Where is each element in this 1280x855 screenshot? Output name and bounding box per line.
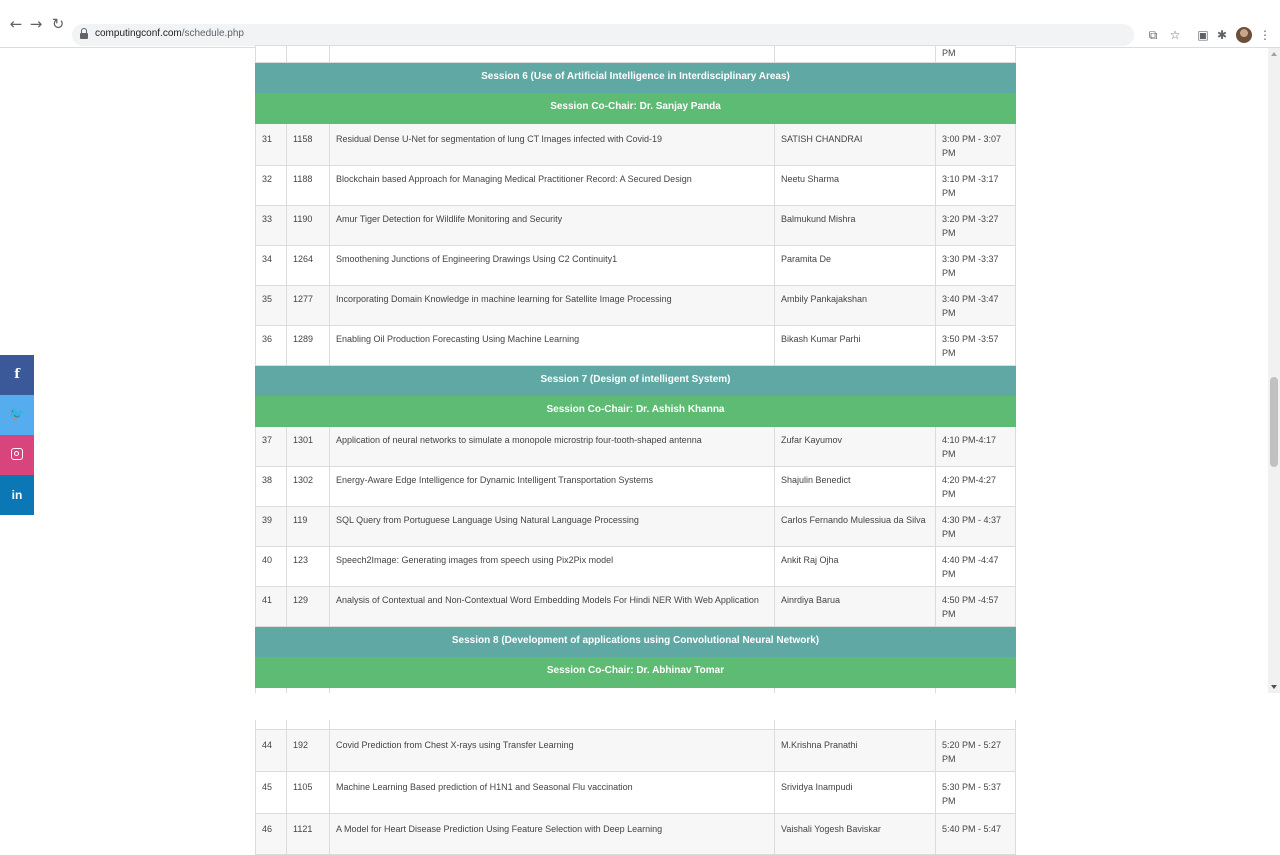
- extension-icon[interactable]: ▣: [1197, 28, 1209, 42]
- session-header: [256, 627, 1016, 657]
- scroll-up-arrow-icon[interactable]: [1271, 52, 1277, 56]
- facebook-share-button[interactable]: [0, 355, 34, 395]
- cell-author: Carlos Fernando Mulessiua da Silva: [775, 507, 936, 547]
- puzzle-icon[interactable]: ✱: [1216, 28, 1228, 42]
- session-header: [256, 63, 1016, 93]
- cell-time: PM: [936, 46, 1016, 63]
- page-scrollbar[interactable]: [1268, 48, 1280, 693]
- cell-time: 4:40 PM -4:47 PM: [936, 547, 1016, 587]
- cell-pid: 1121: [287, 814, 330, 855]
- cell-sno: 35: [256, 286, 287, 326]
- cochair-title: Session Co-Chair: Dr. Ashish Khanna: [256, 396, 1016, 427]
- cell-pid: 1190: [287, 206, 330, 246]
- cell-sno: 32: [256, 166, 287, 206]
- table-row: [256, 814, 1016, 855]
- schedule-table: [255, 45, 1016, 855]
- kebab-menu-icon[interactable]: ⋮: [1259, 28, 1271, 42]
- cochair-header: [256, 93, 1016, 124]
- cell-title: Application of neural networks to simulate a monopole microstrip four-tooth-shaped antenna: [330, 427, 775, 467]
- cochair-title: Session Co-Chair: Dr. Sanjay Panda: [256, 93, 1016, 124]
- cell-title: Enabling Oil Production Forecasting Using Machine Learning: [330, 326, 775, 366]
- cell-pid: [287, 46, 330, 63]
- forward-arrow-icon[interactable]: →: [29, 15, 43, 33]
- url-domain: computingconf.com: [95, 28, 182, 39]
- cell-time: 5:40 PM - 5:47: [936, 814, 1016, 855]
- session-title: Session 7 (Design of intelligent System): [256, 366, 1016, 396]
- cell-title: Smoothening Junctions of Engineering Drawings Using C2 Continuity1: [330, 246, 775, 286]
- cell-author: Ankit Raj Ojha: [775, 547, 936, 587]
- table-row: [256, 507, 1016, 547]
- cell-author: Vaishali Yogesh Baviskar: [775, 814, 936, 855]
- linkedin-icon: in: [11, 488, 23, 502]
- session-header: [256, 366, 1016, 396]
- cochair-header: [256, 657, 1016, 688]
- cell-sno: 31: [256, 124, 287, 166]
- cell-title: Amur Tiger Detection for Wildlife Monitoring and Security: [330, 206, 775, 246]
- linkedin-share-button[interactable]: [0, 475, 34, 515]
- cell-pid: 1158: [287, 124, 330, 166]
- table-row: [256, 730, 1016, 772]
- cell-author: SATISH CHANDRAI: [775, 124, 936, 166]
- cell-title: Blockchain based Approach for Managing Medical Practitioner Record: A Secured Design: [330, 166, 775, 206]
- cell-time: 3:40 PM -3:47 PM: [936, 286, 1016, 326]
- cell-sno: 33: [256, 206, 287, 246]
- instagram-share-button[interactable]: [0, 435, 34, 475]
- cell-time: 5:20 PM - 5:27 PM: [936, 730, 1016, 772]
- cell-pid: 1264: [287, 246, 330, 286]
- cochair-header: [256, 396, 1016, 427]
- cell-sno: 37: [256, 427, 287, 467]
- cell-title: Machine Learning Based prediction of H1N1 and Seasonal Flu vaccination: [330, 772, 775, 814]
- avatar[interactable]: [1236, 27, 1252, 43]
- cell-author: Shajulin Benedict: [775, 467, 936, 507]
- instagram-icon: [11, 448, 23, 460]
- table-row: [256, 124, 1016, 166]
- cell-author: Zufar Kayumov: [775, 427, 936, 467]
- cell-time: 4:50 PM -4:57 PM: [936, 587, 1016, 627]
- cell-title: Energy-Aware Edge Intelligence for Dynamic Intelligent Transportation Systems: [330, 467, 775, 507]
- session-title: Session 6 (Use of Artificial Intelligence in Interdisciplinary Areas): [256, 63, 1016, 93]
- session-title: Session 8 (Development of applications using Convolutional Neural Network): [256, 627, 1016, 657]
- table-row: [256, 427, 1016, 467]
- cell-pid: 1188: [287, 166, 330, 206]
- cell-author: Bikash Kumar Parhi: [775, 326, 936, 366]
- translate-icon[interactable]: ⧉: [1148, 28, 1158, 42]
- table-row: [256, 587, 1016, 627]
- table-row: [256, 246, 1016, 286]
- cell-time: 3:30 PM -3:37 PM: [936, 246, 1016, 286]
- cell-author: Ainrdiya Barua: [775, 587, 936, 627]
- cell-author: Neetu Sharma: [775, 166, 936, 206]
- star-icon[interactable]: ☆: [1169, 28, 1181, 42]
- cell-pid: 129: [287, 587, 330, 627]
- url-path: /schedule.php: [181, 28, 244, 39]
- table-row: [256, 286, 1016, 326]
- cell-pid: 1302: [287, 467, 330, 507]
- cell-pid: 192: [287, 730, 330, 772]
- cell-time: 3:10 PM -3:17 PM: [936, 166, 1016, 206]
- cell-time: 4:20 PM-4:27 PM: [936, 467, 1016, 507]
- address-bar[interactable]: [72, 24, 1134, 46]
- cell-pid: 1301: [287, 427, 330, 467]
- table-row: [256, 772, 1016, 814]
- back-arrow-icon[interactable]: ←: [9, 15, 23, 33]
- cell-author: M.Krishna Pranathi: [775, 730, 936, 772]
- cell-title: A Model for Heart Disease Prediction Using Feature Selection with Deep Learning: [330, 814, 775, 855]
- cell-sno: 39: [256, 507, 287, 547]
- cell-time: 3:00 PM - 3:07 PM: [936, 124, 1016, 166]
- cell-pid: 119: [287, 507, 330, 547]
- cell-time: 3:50 PM -3:57 PM: [936, 326, 1016, 366]
- table-row: [256, 166, 1016, 206]
- cell-time: 5:30 PM - 5:37 PM: [936, 772, 1016, 814]
- cell-pid: 1289: [287, 326, 330, 366]
- page-content: [0, 48, 1268, 834]
- scroll-down-arrow-icon[interactable]: [1271, 685, 1277, 689]
- cell-sno: 46: [256, 814, 287, 855]
- cell-title: Residual Dense U-Net for segmentation of lung CT Images infected with Covid-19: [330, 124, 775, 166]
- browser-toolbar: [0, 0, 1280, 48]
- table-row: [256, 46, 1016, 63]
- cell-pid: 1105: [287, 772, 330, 814]
- table-row: [256, 547, 1016, 587]
- cell-time: 4:30 PM - 4:37 PM: [936, 507, 1016, 547]
- cell-sno: [256, 46, 287, 63]
- table-row: [256, 326, 1016, 366]
- cell-time: 3:20 PM -3:27 PM: [936, 206, 1016, 246]
- cell-pid: 1277: [287, 286, 330, 326]
- table-row: [256, 206, 1016, 246]
- cell-title: SQL Query from Portuguese Language Using Natural Language Processing: [330, 507, 775, 547]
- cell-sno: 44: [256, 730, 287, 772]
- cell-author: Balmukund Mishra: [775, 206, 936, 246]
- cell-title: [330, 46, 775, 63]
- lock-icon[interactable]: [80, 28, 88, 40]
- twitter-share-button[interactable]: [0, 395, 34, 435]
- cell-title: Covid Prediction from Chest X-rays using Transfer Learning: [330, 730, 775, 772]
- cell-author: Paramita De: [775, 246, 936, 286]
- cell-time: 4:10 PM-4:17 PM: [936, 427, 1016, 467]
- cell-title: Speech2Image: Generating images from speech using Pix2Pix model: [330, 547, 775, 587]
- twitter-icon: 🐦: [8, 407, 26, 422]
- cell-author: Ambily Pankajakshan: [775, 286, 936, 326]
- cell-pid: 123: [287, 547, 330, 587]
- window-bottom-strip: [0, 693, 1280, 720]
- cell-title: Analysis of Contextual and Non-Contextual Word Embedding Models For Hindi NER With Web Application: [330, 587, 775, 627]
- cell-sno: 41: [256, 587, 287, 627]
- facebook-icon: f: [14, 367, 20, 382]
- cell-sno: 45: [256, 772, 287, 814]
- scrollbar-thumb[interactable]: [1270, 377, 1278, 467]
- cell-title: Incorporating Domain Knowledge in machine learning for Satellite Image Processing: [330, 286, 775, 326]
- url-text[interactable]: [95, 28, 244, 39]
- cell-author: Srividya Inampudi: [775, 772, 936, 814]
- cell-sno: 40: [256, 547, 287, 587]
- cell-author: [775, 46, 936, 63]
- table-row: [256, 467, 1016, 507]
- cell-sno: 38: [256, 467, 287, 507]
- cochair-title: Session Co-Chair: Dr. Abhinav Tomar: [256, 657, 1016, 688]
- cell-sno: 34: [256, 246, 287, 286]
- cell-sno: 36: [256, 326, 287, 366]
- reload-icon[interactable]: ↻: [51, 15, 65, 33]
